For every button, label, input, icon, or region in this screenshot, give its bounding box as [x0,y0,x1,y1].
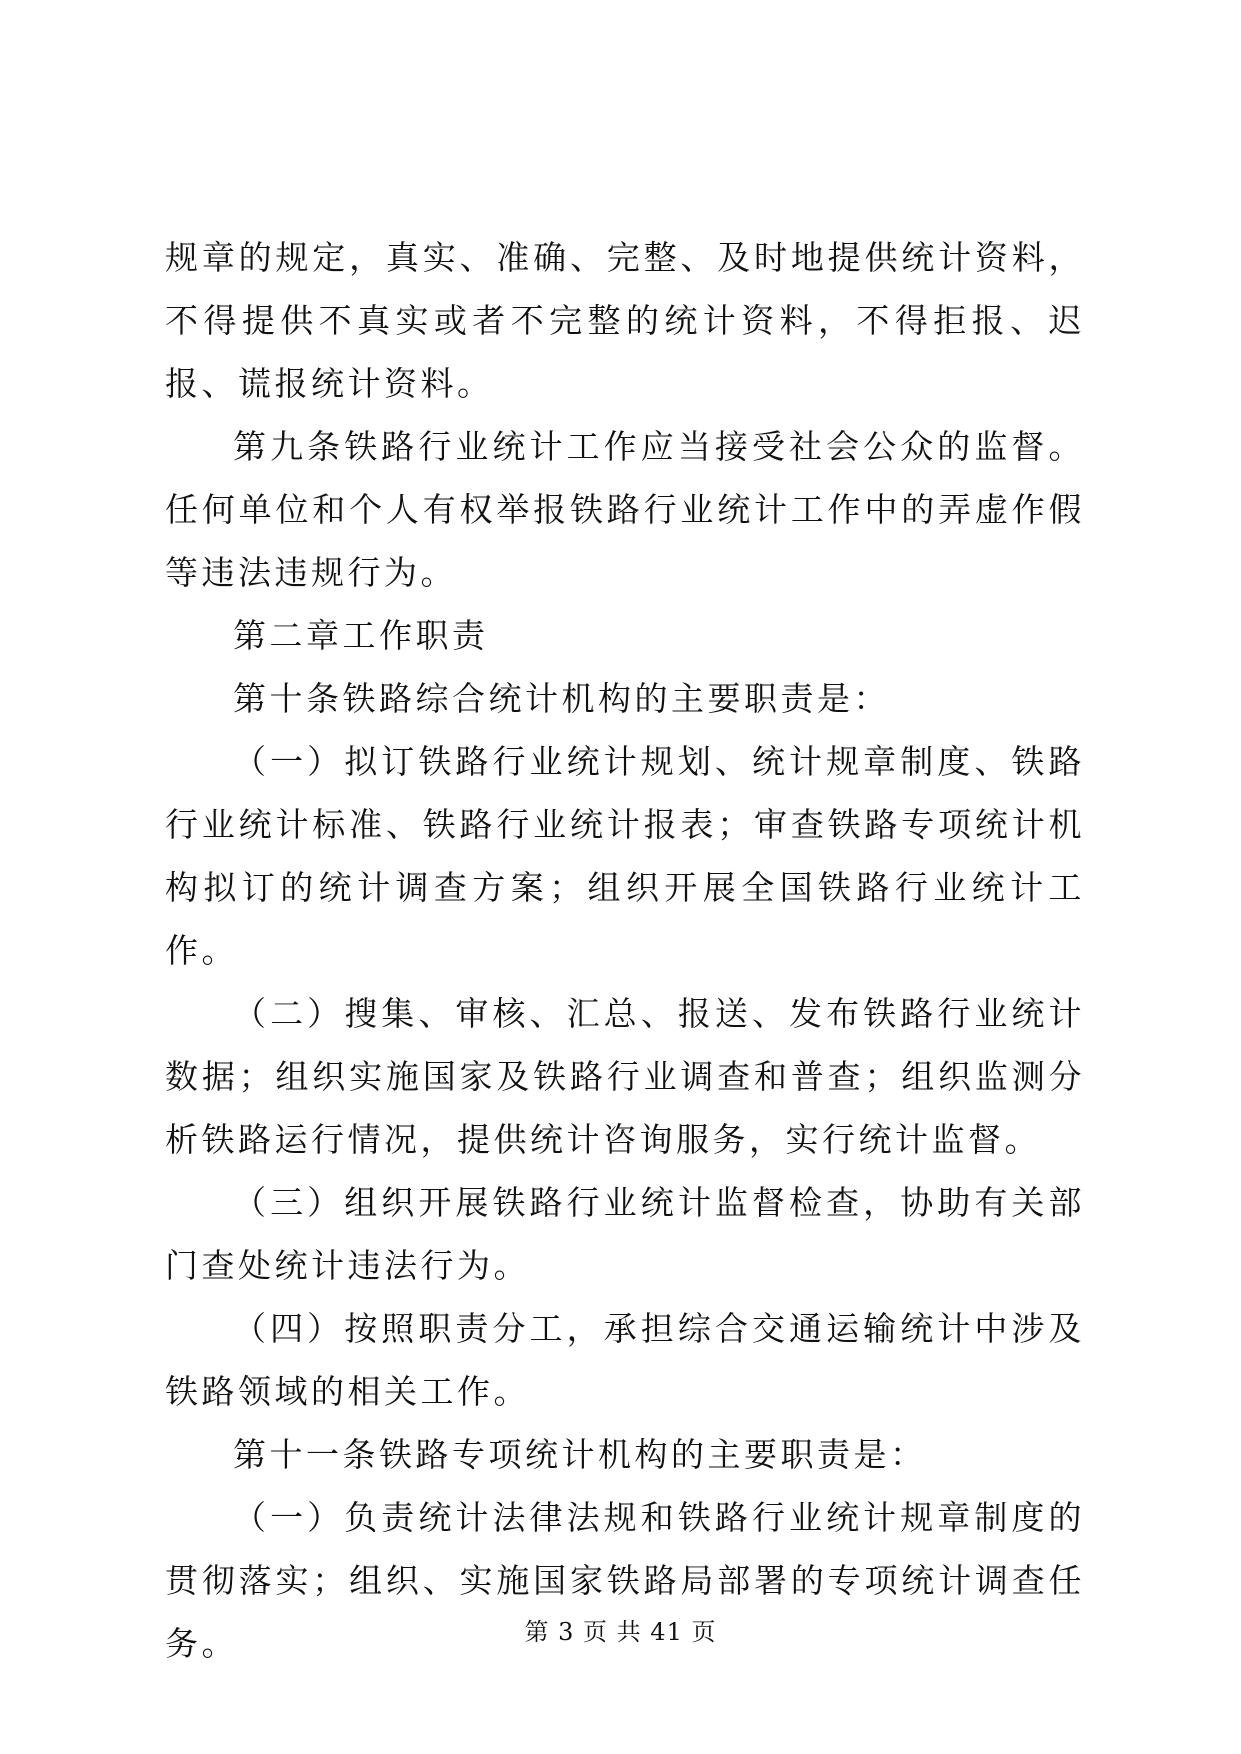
page-footer: 第 3 页 共 41 页 [524,1618,717,1646]
paragraph-article-10: 第十条铁路综合统计机构的主要职责是： [233,679,890,718]
paragraph-2: 第九条铁路行业统计工作应当接受社会公众的监督。任何单位和个人有权举报铁路行业统计工作中的弄虚作假等违法违规行为。 [165,427,1085,592]
paragraph-item-1: （一）拟订铁路行业统计规划、统计规章制度、铁路行业统计标准、铁路行业统计报表；审查铁路专项统计机构拟订的统计调查方案；组织开展全国铁路行业统计工作。 [165,742,1085,970]
paragraph-item-3: （三）组织开展铁路行业统计监督检查，协助有关部门查处统计违法行为。 [165,1183,1085,1285]
document-body [165,226,1085,1675]
paragraph-item-2: （二）搜集、审核、汇总、报送、发布铁路行业统计数据；组织实施国家及铁路行业调查和普查；组织监测分析铁路运行情况，提供统计咨询服务，实行统计监督。 [165,994,1085,1159]
paragraph-article-11-item-1: （一）负责统计法律法规和铁路行业统计规章制度的贯彻落实；组织、实施国家铁路局部署的专项统计调查任务。 [165,1498,1085,1663]
paragraph-item-4: （四）按照职责分工，承担综合交通运输统计中涉及铁路领域的相关工作。 [165,1309,1085,1411]
paragraph-1: 规章的规定，真实、准确、完整、及时地提供统计资料，不得提供不真实或者不完整的统计资料，不得拒报、迟报、谎报统计资料。 [165,238,1085,403]
chapter-heading: 第二章工作职责 [233,616,489,655]
paragraph-article-11: 第十一条铁路专项统计机构的主要职责是： [233,1435,927,1474]
